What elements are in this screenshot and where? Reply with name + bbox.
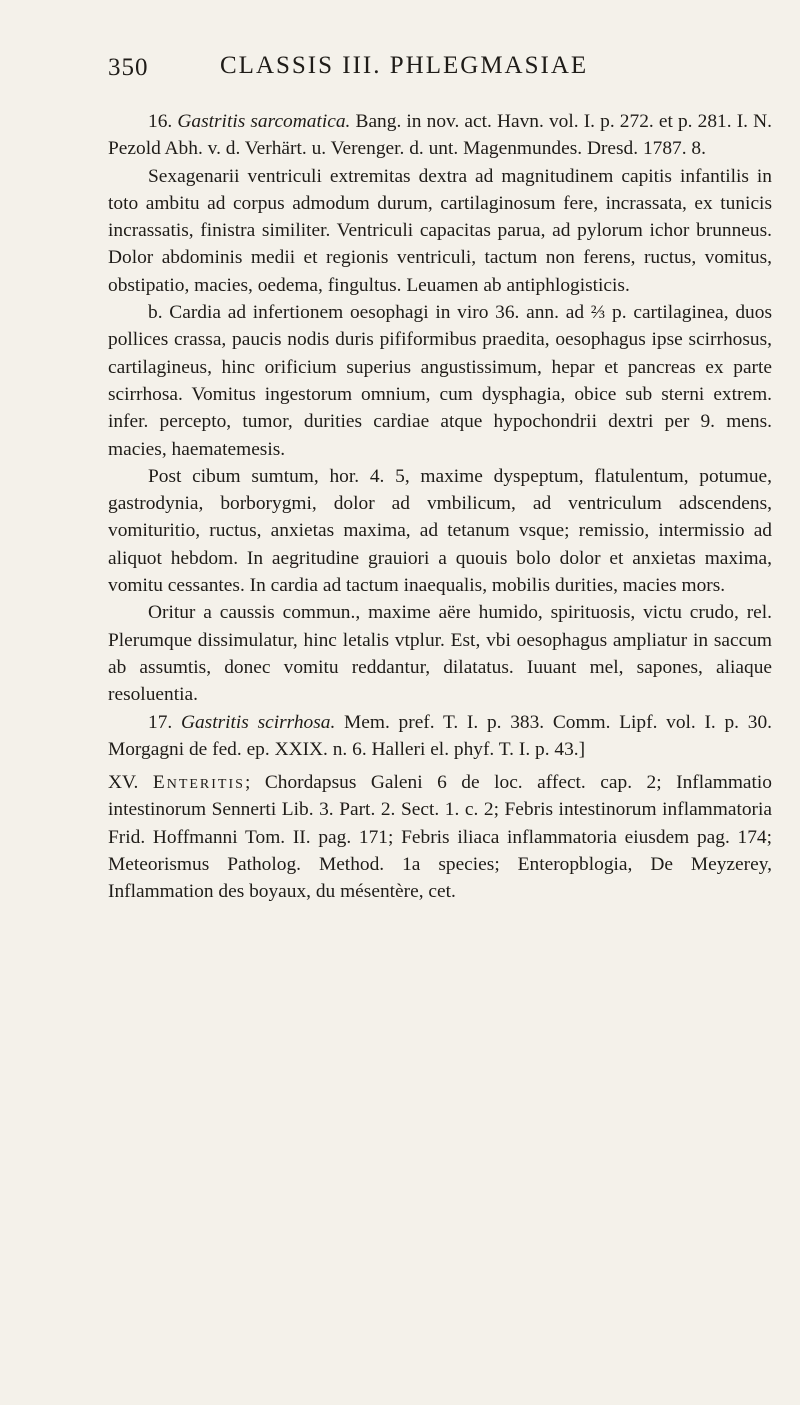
entry-16 [108, 108, 772, 163]
entry-references: Bang. in nov. act. Havn. vol. I. p. 272. et p. 281. I. N. Pezold Abh. v. d. Verhärt. u. Verenger. d. unt. Magenmundes. Dresd. 1787. 8. [108, 111, 772, 160]
main-text [108, 108, 772, 906]
entry-references: Mem. pref. T. I. p. 383. Comm. Lipf. vol. I. p. 30. Morgagni de fed. ep. XXIX. n. 6. Halleri el. phyf. T. I. p. 43.] [108, 711, 772, 760]
paragraph-description: Sexagenarii ventriculi extremitas dextra ad magnitudinem capitis infantilis in toto ambitu ad corpus admodum durum, cartilaginosum fere, incrassata, ex tunicis incrassatis, finistra similiter. Ventriculi capacitas parua, ad pylorum ichor brunneus. Dolor abdominis medii et regionis ventriculi, tactum non ferens, ructus, vomitus, obstipatio, macies, oedema, fingultus. Leuamen ab antiphlogisticis. [108, 165, 772, 296]
section-xv [108, 769, 772, 905]
paragraph-symptoms: Post cibum sumtum, hor. 4. 5, maxime dyspeptum, flatulentum, potumue, gastrodynia, borborygmi, dolor ad vmbilicum, ad ventriculum adscendens, vomituritio, ructus, anxietas maxima, ad tetanum vsque; remissio, intermissio ad aliquot hebdom. In aegritudine grauiori a quouis bolo dolor et anxietas maxima, vomitu cessantes. In cardia ad tactum inaequalis, mobilis durities, macies mors. [108, 465, 772, 597]
paragraph-case-b: b. Cardia ad infertionem oesophagi in viro 36. ann. ad ⅔ p. cartilaginea, duos pollices crassa, paucis nodis duris pififormibus praedita, oesophagus ipse scirrhosus, cartilagineus, hinc orificium superius angustissimum, hepar et pancreas ex parte scirrhosa. Vomitus ingestorum omnium, cum dysphagia, obice sub sterni extrem. infer. percepto, tumor, durities cardiae atque hypochondrii dextri per 9. mens. macies, haematemesis. [108, 302, 772, 460]
running-head [108, 46, 772, 86]
entry-number: 16. [148, 111, 173, 132]
entry-title: Gastritis sarcomatica. [177, 111, 351, 132]
paragraph-causes: Oritur a caussis commun., maxime aëre humido, spirituosis, victu crudo, rel. Plerumque dissimulatur, hinc letalis vtplur. Est, vbi oesophagus ampliatur in saccum ab assumtis, donec vomitu reddantur, dilatatus. Iuuant mel, sapones, aliaque resoluentia. [108, 602, 772, 706]
section-name: Enteritis [152, 772, 245, 794]
entry-17 [108, 709, 772, 764]
running-title: CLASSIS III. PHLEGMASIAE [220, 52, 589, 79]
page-number: 350 [108, 54, 149, 81]
section-synonyms: ; Chordapsus Galeni 6 de loc. affect. cap. 2; Inflammatio intestinorum Sennerti Lib. 3. Part. 2. Sect. 1. c. 2; Febris intestinorum inflammatoria Frid. Hoffmanni Tom. II. pag. 171; Febris iliaca inflammatoria eiusdem pag. 174; Meteorismus Patholog. Method. 1a species; Enteropblogia, De Meyzerey, Inflammation des boyaux, du mésentère, cet. [108, 772, 772, 903]
entry-number: 17. [148, 711, 173, 733]
section-number: XV. [108, 772, 139, 794]
entry-title: Gastritis scirrhosa. [180, 711, 336, 733]
